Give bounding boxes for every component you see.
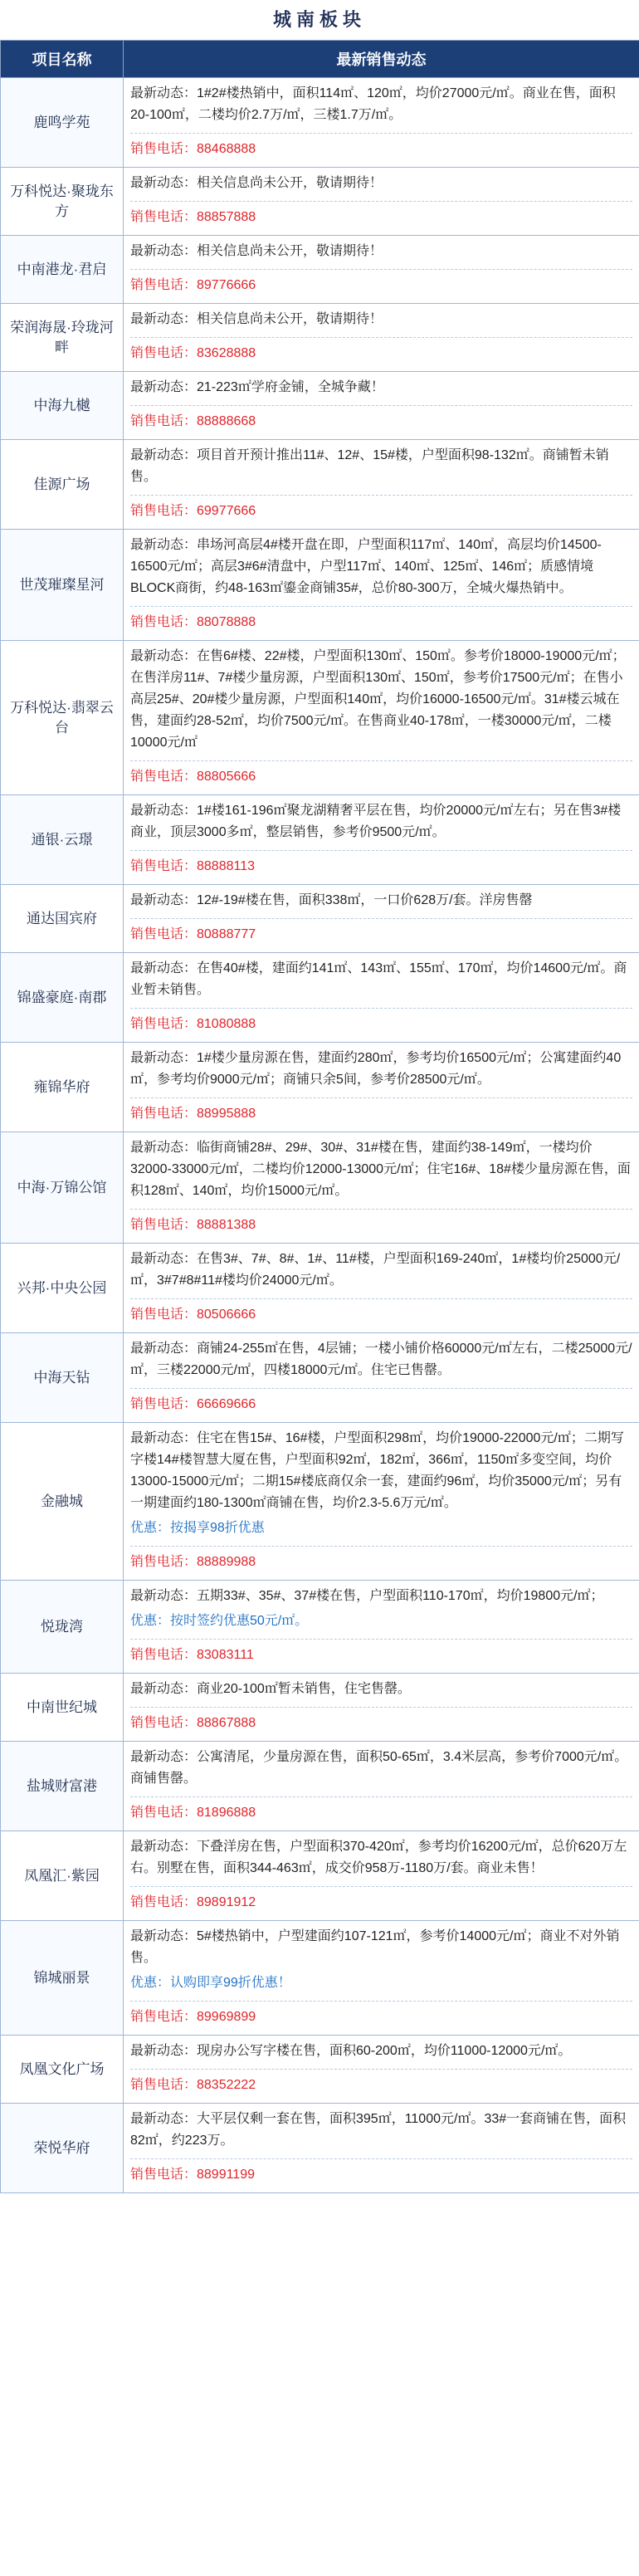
latest-news: 最新动态：在售3#、7#、8#、1#、11#楼，户型面积169-240㎡，1#楼均价25000元/㎡，3#7#8#11#楼均价24000元/㎡。	[130, 1252, 621, 1288]
sales-info-cell	[124, 304, 639, 372]
sales-info-cell	[124, 78, 639, 168]
sales-phone: 销售电话：88888113	[130, 859, 256, 873]
table-row	[1, 885, 639, 953]
table-row	[1, 1244, 639, 1333]
latest-news: 最新动态：商铺24-255㎡在售，4层铺；一楼小铺价格60000元/㎡左右，二楼25000元/㎡，三楼22000元/㎡，四楼18000元/㎡。住宅已售罄。	[130, 1342, 632, 1377]
latest-news: 最新动态：21-223㎡学府金铺，全城争藏！	[130, 380, 384, 394]
table-row	[1, 1742, 639, 1831]
project-name: 中海九樾	[1, 372, 124, 440]
promotion-text: 优惠：按揭享98折优惠	[130, 1521, 265, 1535]
latest-news: 最新动态：住宅在售15#、16#楼，户型面积298㎡，均价19000-22000元/㎡；二期写字楼14#楼智慧大厦在售，户型面积92㎡，182㎡，366㎡，1150㎡多变空间，均价13000-15000元/㎡；二期15#楼底商仅余一套，建面约96㎡，均价35000元/㎡；另有一期建面约180-1300㎡商铺在售，均价2.3-5.6万元/㎡。	[130, 1431, 624, 1510]
project-name: 凤凰文化广场	[1, 2036, 124, 2104]
sales-info-cell	[124, 953, 639, 1043]
latest-news: 最新动态：5#楼热销中，户型建面约107-121㎡，参考价14000元/㎡；商业不对外销售。	[130, 1929, 620, 1965]
table-row	[1, 2036, 639, 2104]
sales-info-cell	[124, 2036, 639, 2104]
sales-phone: 销售电话：88078888	[130, 615, 256, 629]
table-row	[1, 1921, 639, 2036]
promotion-text: 优惠：按时签约优惠50元/㎡。	[130, 1614, 309, 1628]
project-name: 金融城	[1, 1423, 124, 1581]
sales-phone: 销售电话：80888777	[130, 927, 256, 941]
dashed-divider	[130, 1298, 632, 1299]
sales-info-cell	[124, 168, 639, 236]
table-row	[1, 1831, 639, 1921]
table-row	[1, 1043, 639, 1132]
dashed-divider	[130, 606, 632, 607]
table-row	[1, 530, 639, 641]
project-name: 锦盛豪庭·南郡	[1, 953, 124, 1043]
table-row	[1, 795, 639, 885]
sales-info-cell	[124, 1921, 639, 2036]
latest-news: 最新动态：1#楼161-196㎡聚龙湖精奢平层在售，均价20000元/㎡左右；另在售3#楼商业，顶层3000多㎡，整层销售，参考价9500元/㎡。	[130, 804, 622, 839]
sales-phone: 销售电话：69977666	[130, 504, 256, 518]
table-row	[1, 440, 639, 530]
sales-info-cell	[124, 1831, 639, 1921]
table-header-row	[1, 41, 639, 78]
project-name: 中海天钻	[1, 1333, 124, 1423]
latest-news: 最新动态：在售6#楼、22#楼，户型面积130㎡、150㎡。参考价18000-19000元/㎡；在售洋房11#、7#楼少量房源，户型面积130㎡、150㎡，参考价17500元/㎡；在售小高层25#、20#楼少量房源，户型面积140㎡，均价16000-16500元/㎡。31#楼云城在售，建面约28-52㎡，均价7500元/㎡。在售商业40-178㎡，一楼30000元/㎡，二楼10000元/㎡	[130, 649, 626, 750]
dashed-divider	[130, 1639, 632, 1640]
sales-phone: 销售电话：80506666	[130, 1308, 256, 1322]
table-row	[1, 1333, 639, 1423]
dashed-divider	[130, 850, 632, 851]
sales-info-cell	[124, 1423, 639, 1581]
project-name: 万科悦达·翡翠云台	[1, 641, 124, 795]
sales-phone: 销售电话：88805666	[130, 770, 256, 784]
header-project-name: 项目名称	[1, 41, 124, 78]
project-name: 凤凰汇·紫园	[1, 1831, 124, 1921]
dashed-divider	[130, 2158, 632, 2159]
project-name: 通银·云璟	[1, 795, 124, 885]
dashed-divider	[130, 269, 632, 270]
sales-phone: 销售电话：89776666	[130, 278, 256, 292]
sales-phone: 销售电话：88991199	[130, 2168, 256, 2182]
dashed-divider	[130, 918, 632, 919]
latest-news: 最新动态：1#楼少量房源在售，建面约280㎡，参考均价16500元/㎡；公寓建面约40㎡，参考均价9000元/㎡；商铺只余5间，参考价28500元/㎡。	[130, 1051, 622, 1087]
dashed-divider	[130, 201, 632, 202]
table-row	[1, 1132, 639, 1244]
dashed-divider	[130, 1796, 632, 1797]
latest-news: 最新动态：临街商铺28#、29#、30#、31#楼在售，建面约38-149㎡，一楼均价32000-33000元/㎡，二楼均价12000-13000元/㎡；住宅16#、18#楼少量房源在售，面积128㎡、140㎡，均价15000元/㎡。	[130, 1141, 631, 1198]
sales-phone: 销售电话：88857888	[130, 210, 256, 224]
project-name: 兴邦·中央公园	[1, 1244, 124, 1333]
projects-table	[0, 40, 639, 2193]
sales-phone: 销售电话：89969899	[130, 2010, 256, 2024]
sales-info-cell	[124, 1132, 639, 1244]
project-name: 中南世纪城	[1, 1674, 124, 1742]
sales-phone: 销售电话：88468888	[130, 142, 256, 156]
project-name: 盐城财富港	[1, 1742, 124, 1831]
project-name: 锦城丽景	[1, 1921, 124, 2036]
table-row	[1, 2104, 639, 2193]
latest-news: 最新动态：相关信息尚未公开，敬请期待！	[130, 176, 383, 190]
project-name: 世茂璀璨星河	[1, 530, 124, 641]
project-name: 雍锦华府	[1, 1043, 124, 1132]
dashed-divider	[130, 1886, 632, 1887]
latest-news: 最新动态：相关信息尚未公开，敬请期待！	[130, 244, 383, 258]
project-name: 悦珑湾	[1, 1581, 124, 1674]
dashed-divider	[130, 2069, 632, 2070]
table-row	[1, 304, 639, 372]
sales-phone: 销售电话：88995888	[130, 1107, 256, 1121]
sales-phone: 销售电话：88889988	[130, 1555, 256, 1569]
section-title: 城南板块	[272, 9, 366, 30]
project-name: 万科悦达·聚珑东方	[1, 168, 124, 236]
table-row	[1, 1423, 639, 1581]
table-row	[1, 168, 639, 236]
dashed-divider	[130, 337, 632, 338]
latest-news: 最新动态：五期33#、35#、37#楼在售，户型面积110-170㎡，均价19800元/㎡；	[130, 1589, 604, 1603]
dashed-divider	[130, 495, 632, 496]
latest-news: 最新动态：现房办公写字楼在售，面积60-200㎡，均价11000-12000元/㎡。	[130, 2044, 572, 2058]
sales-phone: 销售电话：83083111	[130, 1648, 254, 1662]
table-row	[1, 1581, 639, 1674]
promotion-text: 优惠：认购即享99折优惠！	[130, 1976, 291, 1990]
latest-news: 最新动态：相关信息尚未公开，敬请期待！	[130, 312, 383, 326]
project-name: 佳源广场	[1, 440, 124, 530]
sales-info-cell	[124, 440, 639, 530]
table-row	[1, 641, 639, 795]
sales-info-cell	[124, 1674, 639, 1742]
latest-news: 最新动态：在售40#楼，建面约141㎡、143㎡、155㎡、170㎡，均价14600元/㎡。商业暂未销售。	[130, 961, 627, 997]
sales-info-cell	[124, 1742, 639, 1831]
latest-news: 最新动态：1#2#楼热销中，面积114㎡、120㎡，均价27000元/㎡。商业在售，面积20-100㎡，二楼均价2.7万/㎡，三楼1.7万/㎡。	[130, 86, 616, 122]
sales-info-cell	[124, 372, 639, 440]
dashed-divider	[130, 2001, 632, 2002]
sales-info-cell	[124, 885, 639, 953]
dashed-divider	[130, 1008, 632, 1009]
dashed-divider	[130, 1097, 632, 1098]
dashed-divider	[130, 1707, 632, 1708]
latest-news: 最新动态：12#-19#楼在售，面积338㎡，一口价628万/套。洋房售罄	[130, 893, 533, 907]
table-body	[1, 78, 639, 2193]
sales-info-cell	[124, 1043, 639, 1132]
sales-phone: 销售电话：88888668	[130, 414, 256, 428]
project-name: 荣润海晟·玲珑河畔	[1, 304, 124, 372]
sales-phone: 销售电话：88352222	[130, 2078, 256, 2092]
sales-info-cell	[124, 795, 639, 885]
sales-info-cell	[124, 2104, 639, 2193]
latest-news: 最新动态：公寓清尾，少量房源在售，面积50-65㎡，3.4米层高，参考价7000元/㎡。商铺售罄。	[130, 1750, 628, 1786]
sales-phone: 销售电话：83628888	[130, 346, 256, 360]
dashed-divider	[130, 1388, 632, 1389]
latest-news: 最新动态：大平层仅剩一套在售，面积395㎡，11000元/㎡。33#一套商铺在售，面积82㎡，约223万。	[130, 2112, 627, 2148]
sales-phone: 销售电话：81896888	[130, 1806, 256, 1820]
project-name: 中海·万锦公馆	[1, 1132, 124, 1244]
header-sales-info: 最新销售动态	[124, 41, 639, 78]
latest-news: 最新动态：项目首开预计推出11#、12#、15#楼，户型面积98-132㎡。商铺暂未销售。	[130, 448, 609, 484]
dashed-divider	[130, 133, 632, 134]
sales-phone: 销售电话：66669666	[130, 1397, 256, 1411]
sales-info-cell	[124, 1581, 639, 1674]
table-row	[1, 236, 639, 304]
sales-phone: 销售电话：88867888	[130, 1716, 256, 1730]
dashed-divider	[130, 1546, 632, 1547]
table-row	[1, 372, 639, 440]
project-name: 中南港龙·君启	[1, 236, 124, 304]
dashed-divider	[130, 760, 632, 761]
sales-info-cell	[124, 641, 639, 795]
sales-phone: 销售电话：81080888	[130, 1017, 256, 1031]
project-name: 通达国宾府	[1, 885, 124, 953]
table-row	[1, 953, 639, 1043]
sales-info-cell	[124, 530, 639, 641]
latest-news: 最新动态：串场河高层4#楼开盘在即，户型面积117㎡、140㎡，高层均价14500-16500元/㎡；高层3#6#清盘中，户型117㎡、140㎡、125㎡、146㎡；质感情境BLOCK商街，约48-163㎡鎏金商铺35#，总价80-300万，全城火爆热销中。	[130, 538, 602, 595]
table-row	[1, 78, 639, 168]
dashed-divider	[130, 1209, 632, 1210]
sales-info-cell	[124, 1244, 639, 1333]
sales-info-cell	[124, 236, 639, 304]
project-name: 鹿鸣学苑	[1, 78, 124, 168]
table-row	[1, 1674, 639, 1742]
latest-news: 最新动态：商业20-100㎡暂未销售，住宅售罄。	[130, 1682, 411, 1696]
sales-info-cell	[124, 1333, 639, 1423]
project-name: 荣悦华府	[1, 2104, 124, 2193]
sales-phone: 销售电话：89891912	[130, 1895, 256, 1909]
sales-phone: 销售电话：88881388	[130, 1218, 256, 1232]
dashed-divider	[130, 405, 632, 406]
latest-news: 最新动态：下叠洋房在售，户型面积370-420㎡，参考均价16200元/㎡，总价620万左右。别墅在售，面积344-463㎡，成交价958万-1180万/套。商业未售！	[130, 1840, 627, 1875]
